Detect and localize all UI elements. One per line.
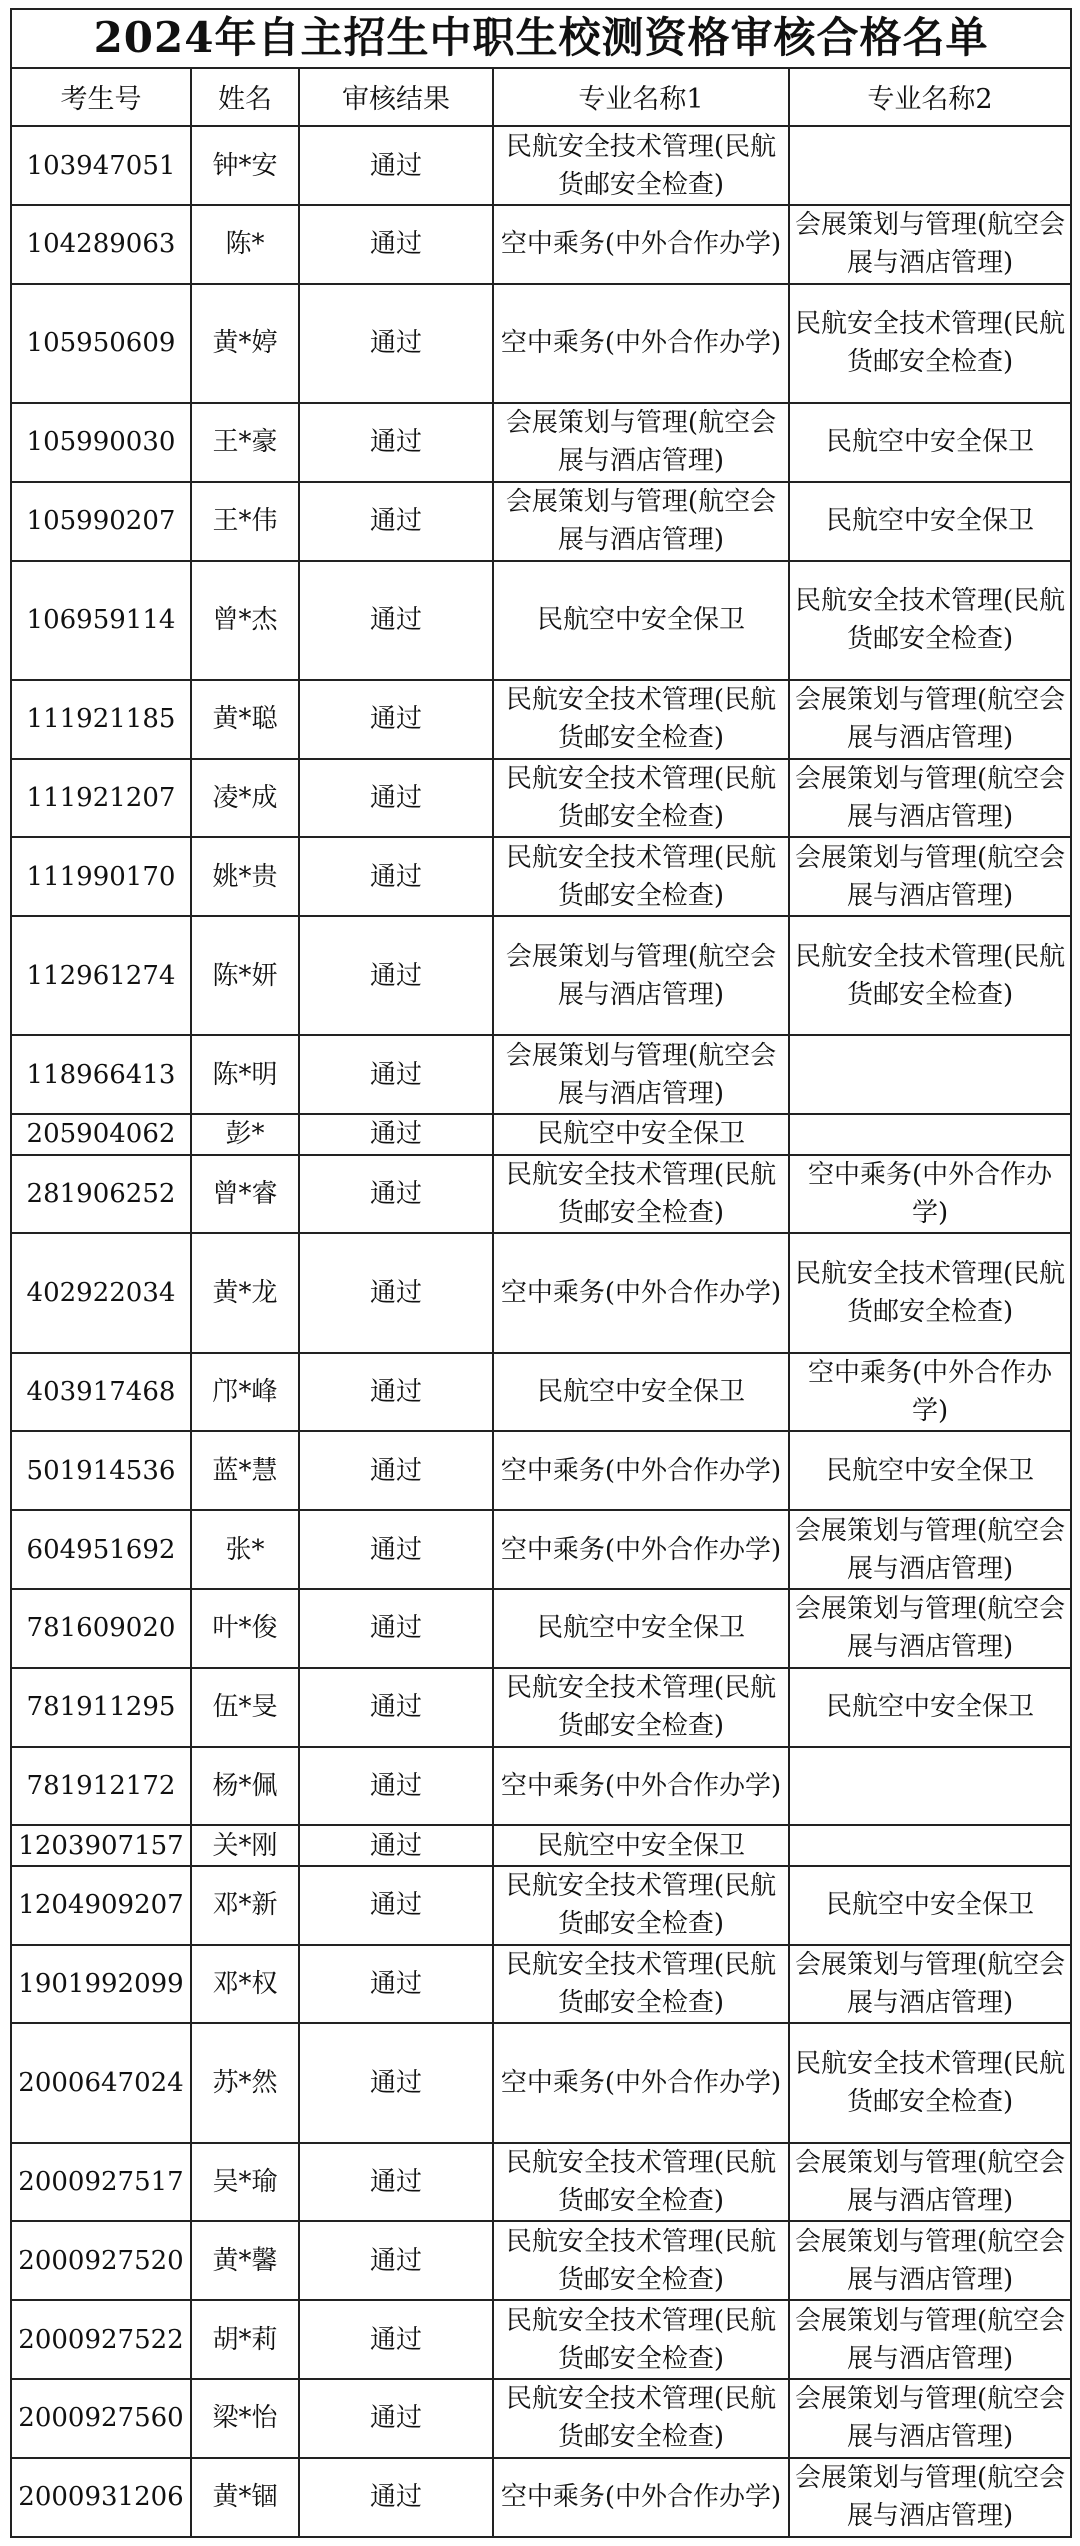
cell-major-1: 空中乘务(中外合作办学) [493,284,789,403]
cell-student-name: 曾*杰 [191,561,299,680]
cell-exam-id: 106959114 [11,561,191,680]
cell-major-1: 民航空中安全保卫 [493,1114,789,1154]
cell-exam-id: 403917468 [11,1353,191,1432]
cell-major-2: 会展策划与管理(航空会展与酒店管理) [789,1589,1071,1668]
cell-major-1: 民航安全技术管理(民航货邮安全检查) [493,2379,789,2458]
cell-major-2 [789,126,1071,205]
cell-student-name: 王*伟 [191,482,299,561]
cell-review-result: 通过 [299,482,493,561]
cell-student-name: 邓*新 [191,1866,299,1945]
cell-exam-id: 781912172 [11,1747,191,1826]
cell-review-result: 通过 [299,1035,493,1114]
cell-review-result: 通过 [299,561,493,680]
cell-major-1: 民航安全技术管理(民航货邮安全检查) [493,1668,789,1747]
cell-student-name: 凌*成 [191,759,299,838]
cell-student-name: 伍*旻 [191,1668,299,1747]
cell-exam-id: 205904062 [11,1114,191,1154]
cell-exam-id: 2000927517 [11,2143,191,2222]
cell-review-result: 通过 [299,916,493,1035]
cell-student-name: 杨*佩 [191,1747,299,1826]
cell-major-1: 民航安全技术管理(民航货邮安全检查) [493,2221,789,2300]
cell-major-2: 民航安全技术管理(民航货邮安全检查) [789,2023,1071,2142]
table-row [11,1945,1071,2024]
table-row [11,916,1071,1035]
header-major-2: 专业名称2 [789,68,1071,127]
cell-major-1: 空中乘务(中外合作办学) [493,2023,789,2142]
table-row [11,1035,1071,1114]
cell-student-name: 王*豪 [191,403,299,482]
cell-review-result: 通过 [299,680,493,759]
cell-student-name: 叶*俊 [191,1589,299,1668]
cell-exam-id: 1204909207 [11,1866,191,1945]
table-row [11,2458,1071,2537]
table-row [11,2221,1071,2300]
cell-review-result: 通过 [299,2379,493,2458]
cell-major-1: 民航安全技术管理(民航货邮安全检查) [493,1945,789,2024]
cell-major-2: 会展策划与管理(航空会展与酒店管理) [789,2143,1071,2222]
cell-major-2: 民航安全技术管理(民航货邮安全检查) [789,284,1071,403]
cell-student-name: 陈*明 [191,1035,299,1114]
cell-major-1: 民航空中安全保卫 [493,1589,789,1668]
cell-major-2: 空中乘务(中外合作办学) [789,1155,1071,1234]
table-row [11,126,1071,205]
table-row [11,2023,1071,2142]
cell-major-1: 民航安全技术管理(民航货邮安全检查) [493,2300,789,2379]
cell-major-2: 会展策划与管理(航空会展与酒店管理) [789,2221,1071,2300]
table-row [11,1866,1071,1945]
cell-review-result: 通过 [299,759,493,838]
cell-major-2: 空中乘务(中外合作办学) [789,1353,1071,1432]
cell-review-result: 通过 [299,1747,493,1826]
cell-student-name: 邝*峰 [191,1353,299,1432]
header-exam-id: 考生号 [11,68,191,127]
cell-student-name: 胡*莉 [191,2300,299,2379]
cell-exam-id: 2000927520 [11,2221,191,2300]
cell-major-2: 民航空中安全保卫 [789,482,1071,561]
cell-review-result: 通过 [299,403,493,482]
cell-major-2: 会展策划与管理(航空会展与酒店管理) [789,837,1071,916]
cell-major-1: 空中乘务(中外合作办学) [493,2458,789,2537]
cell-major-1: 民航安全技术管理(民航货邮安全检查) [493,1155,789,1234]
cell-exam-id: 2000927522 [11,2300,191,2379]
cell-major-2: 民航安全技术管理(民航货邮安全检查) [789,1233,1071,1352]
cell-student-name: 关*刚 [191,1825,299,1865]
cell-major-2: 民航空中安全保卫 [789,1866,1071,1945]
cell-major-1: 民航安全技术管理(民航货邮安全检查) [493,1866,789,1945]
cell-major-2: 会展策划与管理(航空会展与酒店管理) [789,2379,1071,2458]
cell-student-name: 梁*怡 [191,2379,299,2458]
cell-review-result: 通过 [299,1825,493,1865]
cell-exam-id: 103947051 [11,126,191,205]
table-row [11,759,1071,838]
cell-major-2: 民航空中安全保卫 [789,1668,1071,1747]
cell-student-name: 陈*妍 [191,916,299,1035]
cell-exam-id: 781911295 [11,1668,191,1747]
cell-exam-id: 112961274 [11,916,191,1035]
cell-student-name: 曾*睿 [191,1155,299,1234]
cell-review-result: 通过 [299,837,493,916]
table-row [11,2379,1071,2458]
cell-major-1: 空中乘务(中外合作办学) [493,205,789,284]
table-row [11,1510,1071,1589]
table-row [11,1431,1071,1510]
cell-student-name: 邓*权 [191,1945,299,2024]
cell-review-result: 通过 [299,2143,493,2222]
cell-major-2: 民航空中安全保卫 [789,403,1071,482]
cell-major-1: 会展策划与管理(航空会展与酒店管理) [493,916,789,1035]
cell-exam-id: 2000647024 [11,2023,191,2142]
cell-exam-id: 1203907157 [11,1825,191,1865]
cell-exam-id: 104289063 [11,205,191,284]
cell-review-result: 通过 [299,1114,493,1154]
cell-review-result: 通过 [299,1155,493,1234]
cell-major-1: 民航空中安全保卫 [493,561,789,680]
table-row [11,1233,1071,1352]
header-major-1: 专业名称1 [493,68,789,127]
cell-major-1: 空中乘务(中外合作办学) [493,1431,789,1510]
qualification-table [10,8,1072,2538]
cell-exam-id: 402922034 [11,1233,191,1352]
header-row [11,68,1071,127]
document-title: 2024年自主招生中职生校测资格审核合格名单 [11,9,1071,68]
cell-review-result: 通过 [299,1431,493,1510]
cell-major-2 [789,1035,1071,1114]
cell-review-result: 通过 [299,2023,493,2142]
cell-major-1: 民航安全技术管理(民航货邮安全检查) [493,837,789,916]
header-name: 姓名 [191,68,299,127]
table-row [11,205,1071,284]
table-row [11,1353,1071,1432]
cell-exam-id: 501914536 [11,1431,191,1510]
cell-review-result: 通过 [299,1510,493,1589]
cell-review-result: 通过 [299,205,493,284]
cell-review-result: 通过 [299,284,493,403]
cell-major-1: 民航安全技术管理(民航货邮安全检查) [493,126,789,205]
table-row [11,837,1071,916]
cell-exam-id: 781609020 [11,1589,191,1668]
cell-major-1: 空中乘务(中外合作办学) [493,1747,789,1826]
cell-student-name: 张* [191,1510,299,1589]
cell-review-result: 通过 [299,1668,493,1747]
cell-major-2: 会展策划与管理(航空会展与酒店管理) [789,2458,1071,2537]
cell-major-2: 民航安全技术管理(民航货邮安全检查) [789,916,1071,1035]
cell-major-1: 民航空中安全保卫 [493,1825,789,1865]
cell-major-1: 民航空中安全保卫 [493,1353,789,1432]
cell-review-result: 通过 [299,126,493,205]
cell-student-name: 黄*馨 [191,2221,299,2300]
cell-review-result: 通过 [299,1353,493,1432]
cell-student-name: 彭* [191,1114,299,1154]
cell-review-result: 通过 [299,1866,493,1945]
cell-exam-id: 118966413 [11,1035,191,1114]
cell-student-name: 姚*贵 [191,837,299,916]
header-result: 审核结果 [299,68,493,127]
cell-exam-id: 105990030 [11,403,191,482]
cell-student-name: 黄*婷 [191,284,299,403]
cell-student-name: 苏*然 [191,2023,299,2142]
cell-exam-id: 281906252 [11,1155,191,1234]
cell-exam-id: 604951692 [11,1510,191,1589]
cell-major-2 [789,1825,1071,1865]
cell-major-2 [789,1114,1071,1154]
cell-major-2 [789,1747,1071,1826]
cell-major-1: 会展策划与管理(航空会展与酒店管理) [493,482,789,561]
cell-review-result: 通过 [299,2458,493,2537]
cell-major-1: 民航安全技术管理(民航货邮安全检查) [493,759,789,838]
table-row [11,1155,1071,1234]
cell-exam-id: 111921207 [11,759,191,838]
cell-major-2: 民航安全技术管理(民航货邮安全检查) [789,561,1071,680]
cell-exam-id: 105950609 [11,284,191,403]
cell-major-2: 会展策划与管理(航空会展与酒店管理) [789,759,1071,838]
table-row [11,1747,1071,1826]
cell-exam-id: 1901992099 [11,1945,191,2024]
table-row [11,1825,1071,1865]
cell-major-2: 会展策划与管理(航空会展与酒店管理) [789,680,1071,759]
cell-major-1: 会展策划与管理(航空会展与酒店管理) [493,403,789,482]
cell-exam-id: 111921185 [11,680,191,759]
table-row [11,284,1071,403]
cell-review-result: 通过 [299,1233,493,1352]
cell-major-2: 民航空中安全保卫 [789,1431,1071,1510]
cell-major-1: 民航安全技术管理(民航货邮安全检查) [493,2143,789,2222]
cell-student-name: 陈* [191,205,299,284]
cell-student-name: 蓝*慧 [191,1431,299,1510]
cell-major-1: 民航安全技术管理(民航货邮安全检查) [493,680,789,759]
cell-student-name: 吴*瑜 [191,2143,299,2222]
table-row [11,1589,1071,1668]
cell-major-2: 会展策划与管理(航空会展与酒店管理) [789,1510,1071,1589]
table-row [11,2143,1071,2222]
cell-student-name: 钟*安 [191,126,299,205]
cell-review-result: 通过 [299,2300,493,2379]
cell-review-result: 通过 [299,2221,493,2300]
table-row [11,561,1071,680]
cell-major-1: 会展策划与管理(航空会展与酒店管理) [493,1035,789,1114]
table-row [11,403,1071,482]
table-row [11,1668,1071,1747]
table-row [11,1114,1071,1154]
cell-student-name: 黄*锢 [191,2458,299,2537]
cell-major-1: 空中乘务(中外合作办学) [493,1510,789,1589]
cell-major-1: 空中乘务(中外合作办学) [493,1233,789,1352]
cell-major-2: 会展策划与管理(航空会展与酒店管理) [789,1945,1071,2024]
cell-review-result: 通过 [299,1945,493,2024]
table-row [11,2300,1071,2379]
cell-major-2: 会展策划与管理(航空会展与酒店管理) [789,2300,1071,2379]
cell-major-2: 会展策划与管理(航空会展与酒店管理) [789,205,1071,284]
cell-student-name: 黄*聪 [191,680,299,759]
cell-exam-id: 105990207 [11,482,191,561]
table-row [11,680,1071,759]
cell-review-result: 通过 [299,1589,493,1668]
table-row [11,482,1071,561]
cell-student-name: 黄*龙 [191,1233,299,1352]
cell-exam-id: 2000931206 [11,2458,191,2537]
cell-exam-id: 111990170 [11,837,191,916]
cell-exam-id: 2000927560 [11,2379,191,2458]
title-row [11,9,1071,68]
